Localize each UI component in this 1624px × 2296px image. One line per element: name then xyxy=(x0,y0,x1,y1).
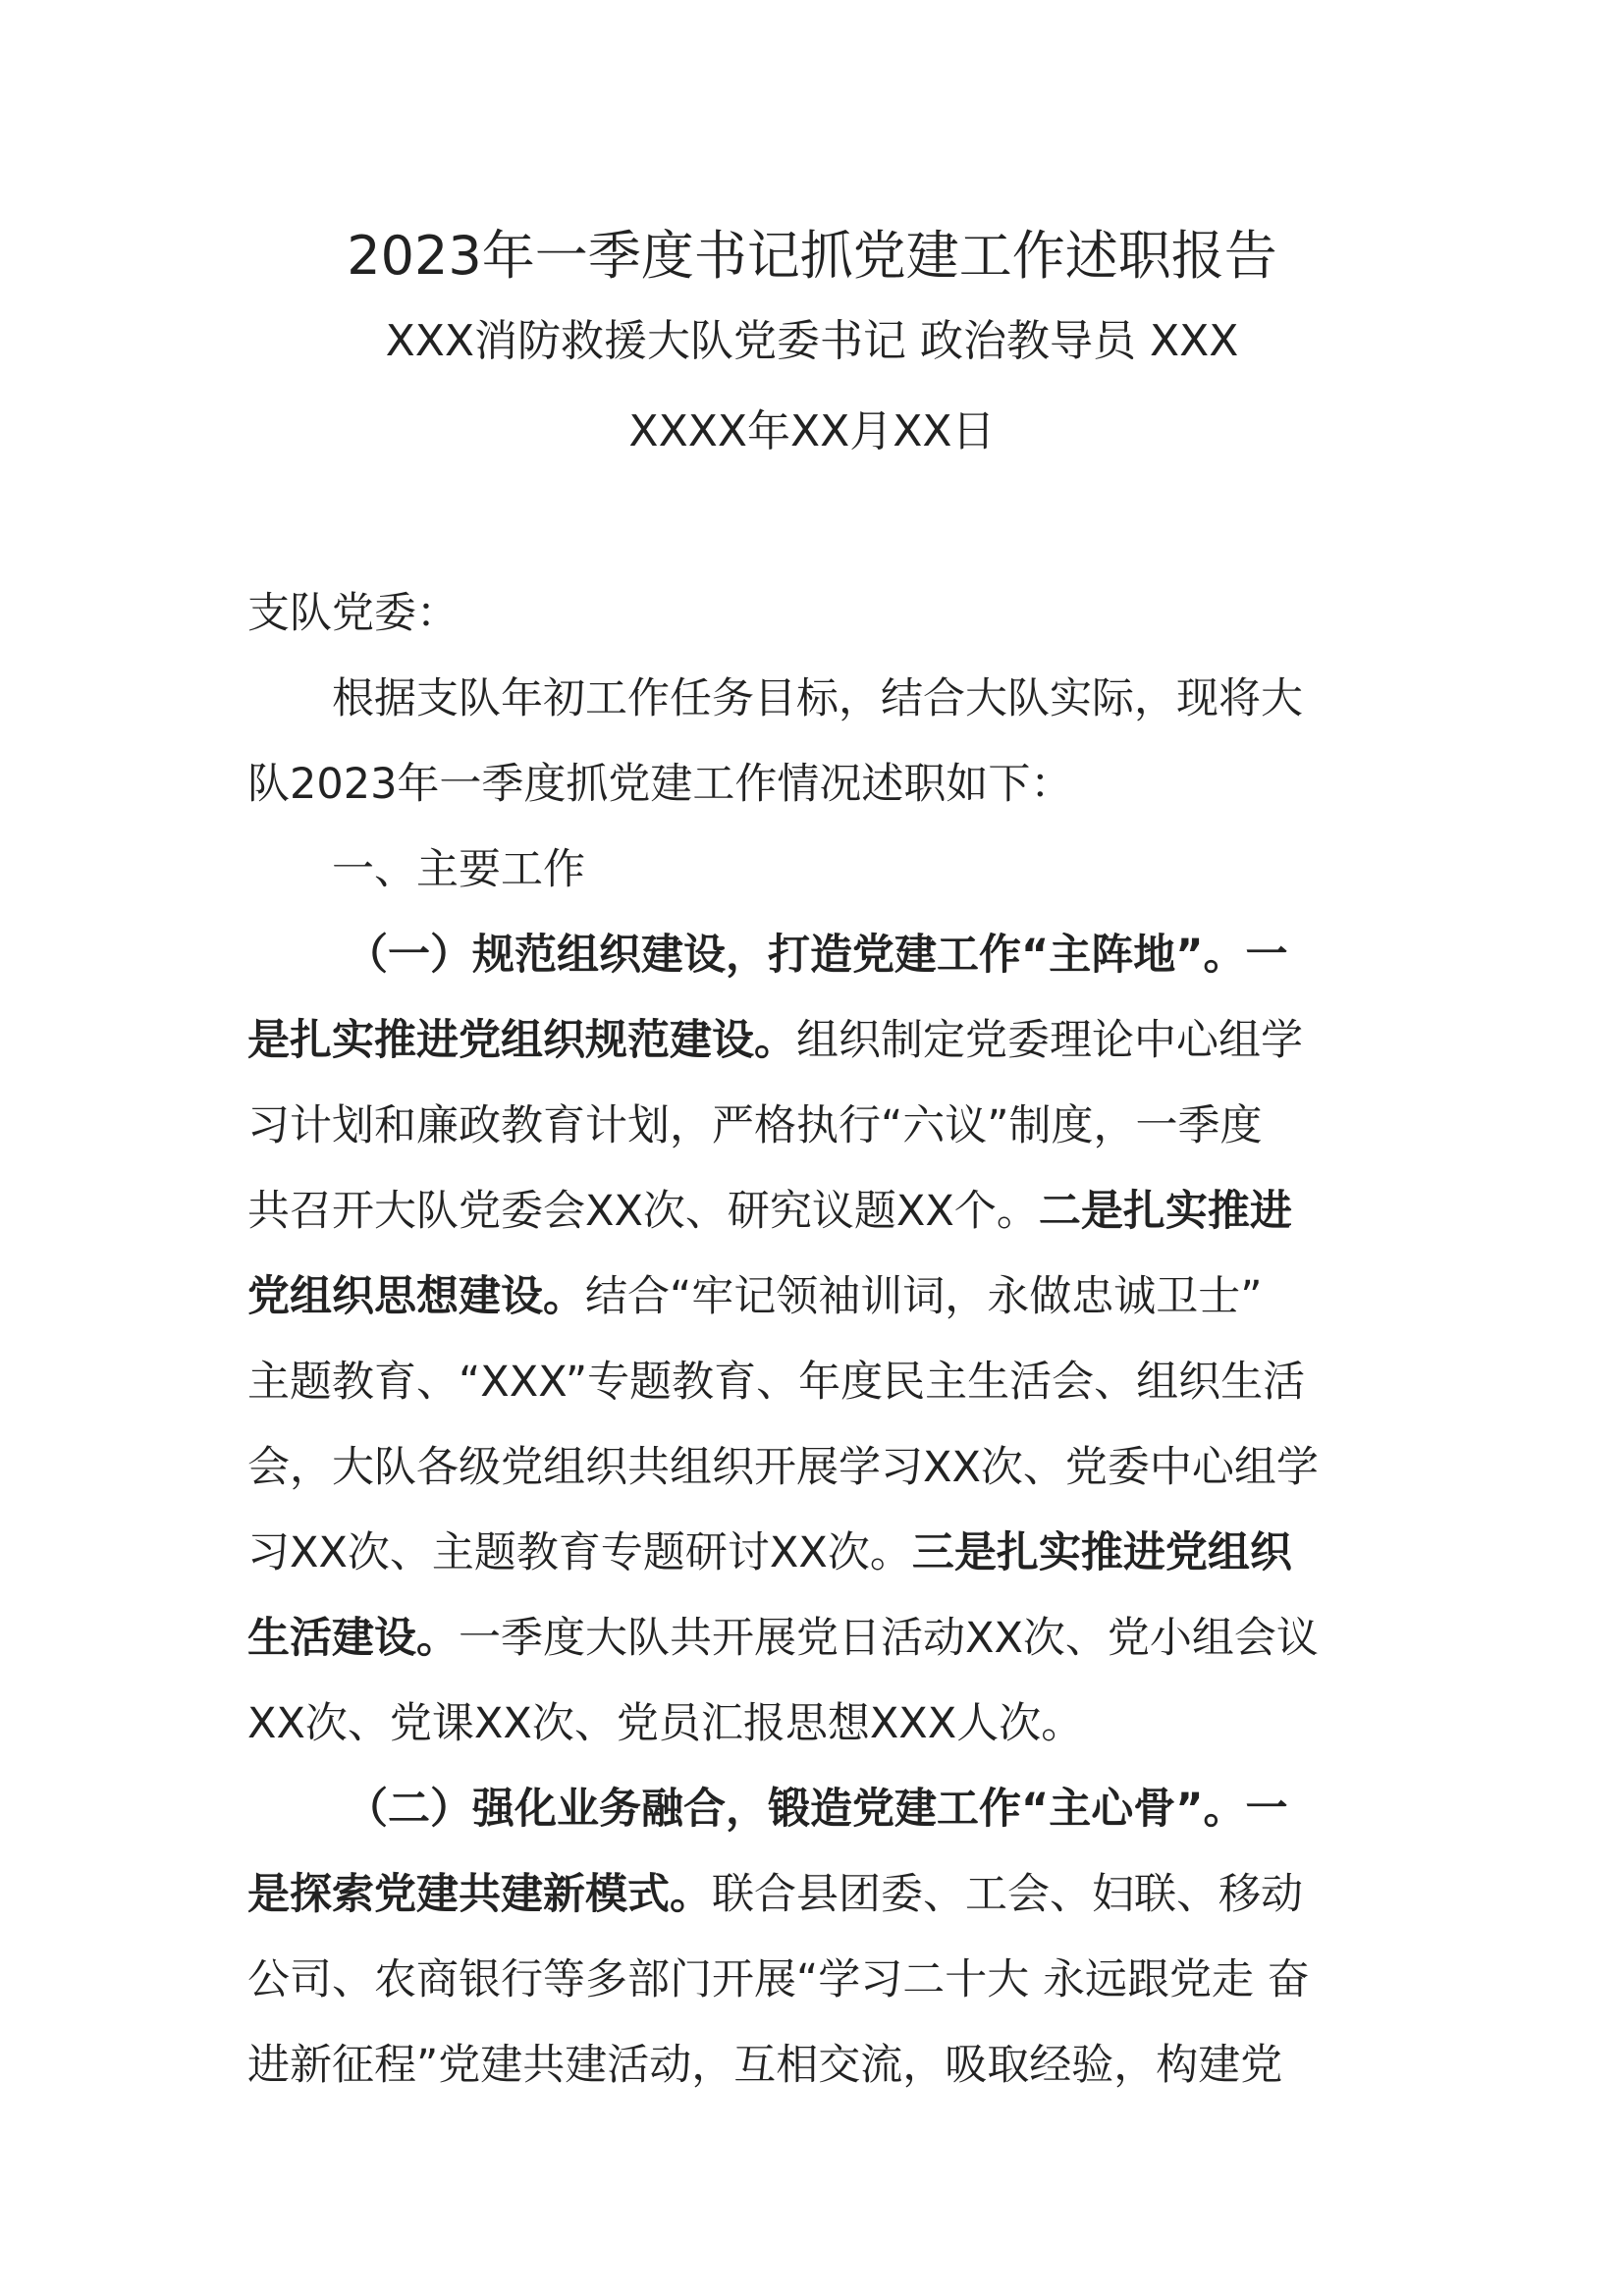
bold-text: 党组织思想建设。 xyxy=(247,1272,585,1321)
salutation xyxy=(247,571,1377,657)
section-heading xyxy=(247,828,1377,913)
bold-text: （二）强化业务融合，锻造党建工作“主心骨”。一 xyxy=(346,1785,1288,1834)
intro-line xyxy=(247,742,1377,828)
document-subtitle: XXX消防救援大队党委书记 政治教导员 XXX xyxy=(385,316,1239,366)
paragraph-line xyxy=(247,1511,1377,1596)
paragraph-line xyxy=(247,1425,1377,1511)
body-text: 公司、农商银行等多部门开展“学习二十大 永远跟党走 奋 xyxy=(247,1955,1310,2004)
intro-text: 根据支队年初工作任务目标，结合大队实际，现将大 xyxy=(332,674,1303,723)
intro-line xyxy=(247,657,1377,742)
body-text: XX次、党课XX次、党员汇报思想XXX人次。 xyxy=(247,1699,1084,1748)
document-title: 2023年一季度书记抓党建工作述职报告 xyxy=(347,225,1277,287)
body-text: 进新征程”党建共建活动，互相交流，吸取经验，构建党 xyxy=(247,2041,1283,2090)
paragraph-line xyxy=(247,1255,1377,1340)
body-text: 会，大队各级党组织共组织开展学习XX次、党委中心组学 xyxy=(247,1443,1319,1492)
bold-text: 是探索党建共建新模式。 xyxy=(247,1870,712,1919)
bold-text: 二是扎实推进 xyxy=(1038,1187,1292,1236)
bold-text: （一）规范组织建设，打造党建工作“主阵地”。一 xyxy=(346,931,1288,980)
body-text: 共召开大队党委会XX次、研究议题XX个。 xyxy=(247,1187,1039,1236)
paragraph-line xyxy=(247,998,1377,1084)
body-text: 组织制定党委理论中心组学 xyxy=(796,1016,1303,1065)
salutation-text: 支队党委： xyxy=(247,589,459,638)
paragraph-line xyxy=(247,1169,1377,1255)
body-text: 习计划和廉政教育计划，严格执行“六议”制度，一季度 xyxy=(247,1101,1263,1150)
body-text: 结合“牢记领袖训词，永做忠诚卫士” xyxy=(585,1272,1263,1321)
paragraph-line xyxy=(247,1682,1377,1767)
body-text: 一季度大队共开展党日活动XX次、党小组会议 xyxy=(459,1614,1319,1663)
section-heading-text: 一、主要工作 xyxy=(332,845,585,894)
paragraph-line xyxy=(247,1596,1377,1682)
document-body xyxy=(247,571,1377,2109)
bold-text: 三是扎实推进党组织 xyxy=(911,1528,1292,1577)
intro-text: 队2023年一季度抓党建工作情况述职如下： xyxy=(247,760,1073,809)
paragraph-line xyxy=(247,913,1377,998)
body-text: 主题教育、“XXX”专题教育、年度民主生活会、组织生活 xyxy=(247,1358,1306,1407)
paragraph-line xyxy=(247,1340,1377,1425)
body-text: 习XX次、主题教育专题研讨XX次。 xyxy=(247,1528,912,1577)
paragraph-line xyxy=(247,2023,1377,2109)
bold-text: 是扎实推进党组织规范建设。 xyxy=(247,1016,796,1065)
bold-text: 生活建设。 xyxy=(247,1614,459,1663)
document-date: XXXX年XX月XX日 xyxy=(628,406,996,456)
body-text: 联合县团委、工会、妇联、移动 xyxy=(712,1870,1303,1919)
paragraph-line xyxy=(247,1767,1377,1852)
paragraph-line xyxy=(247,1084,1377,1169)
paragraph-line xyxy=(247,1852,1377,1938)
paragraph-line xyxy=(247,1938,1377,2023)
